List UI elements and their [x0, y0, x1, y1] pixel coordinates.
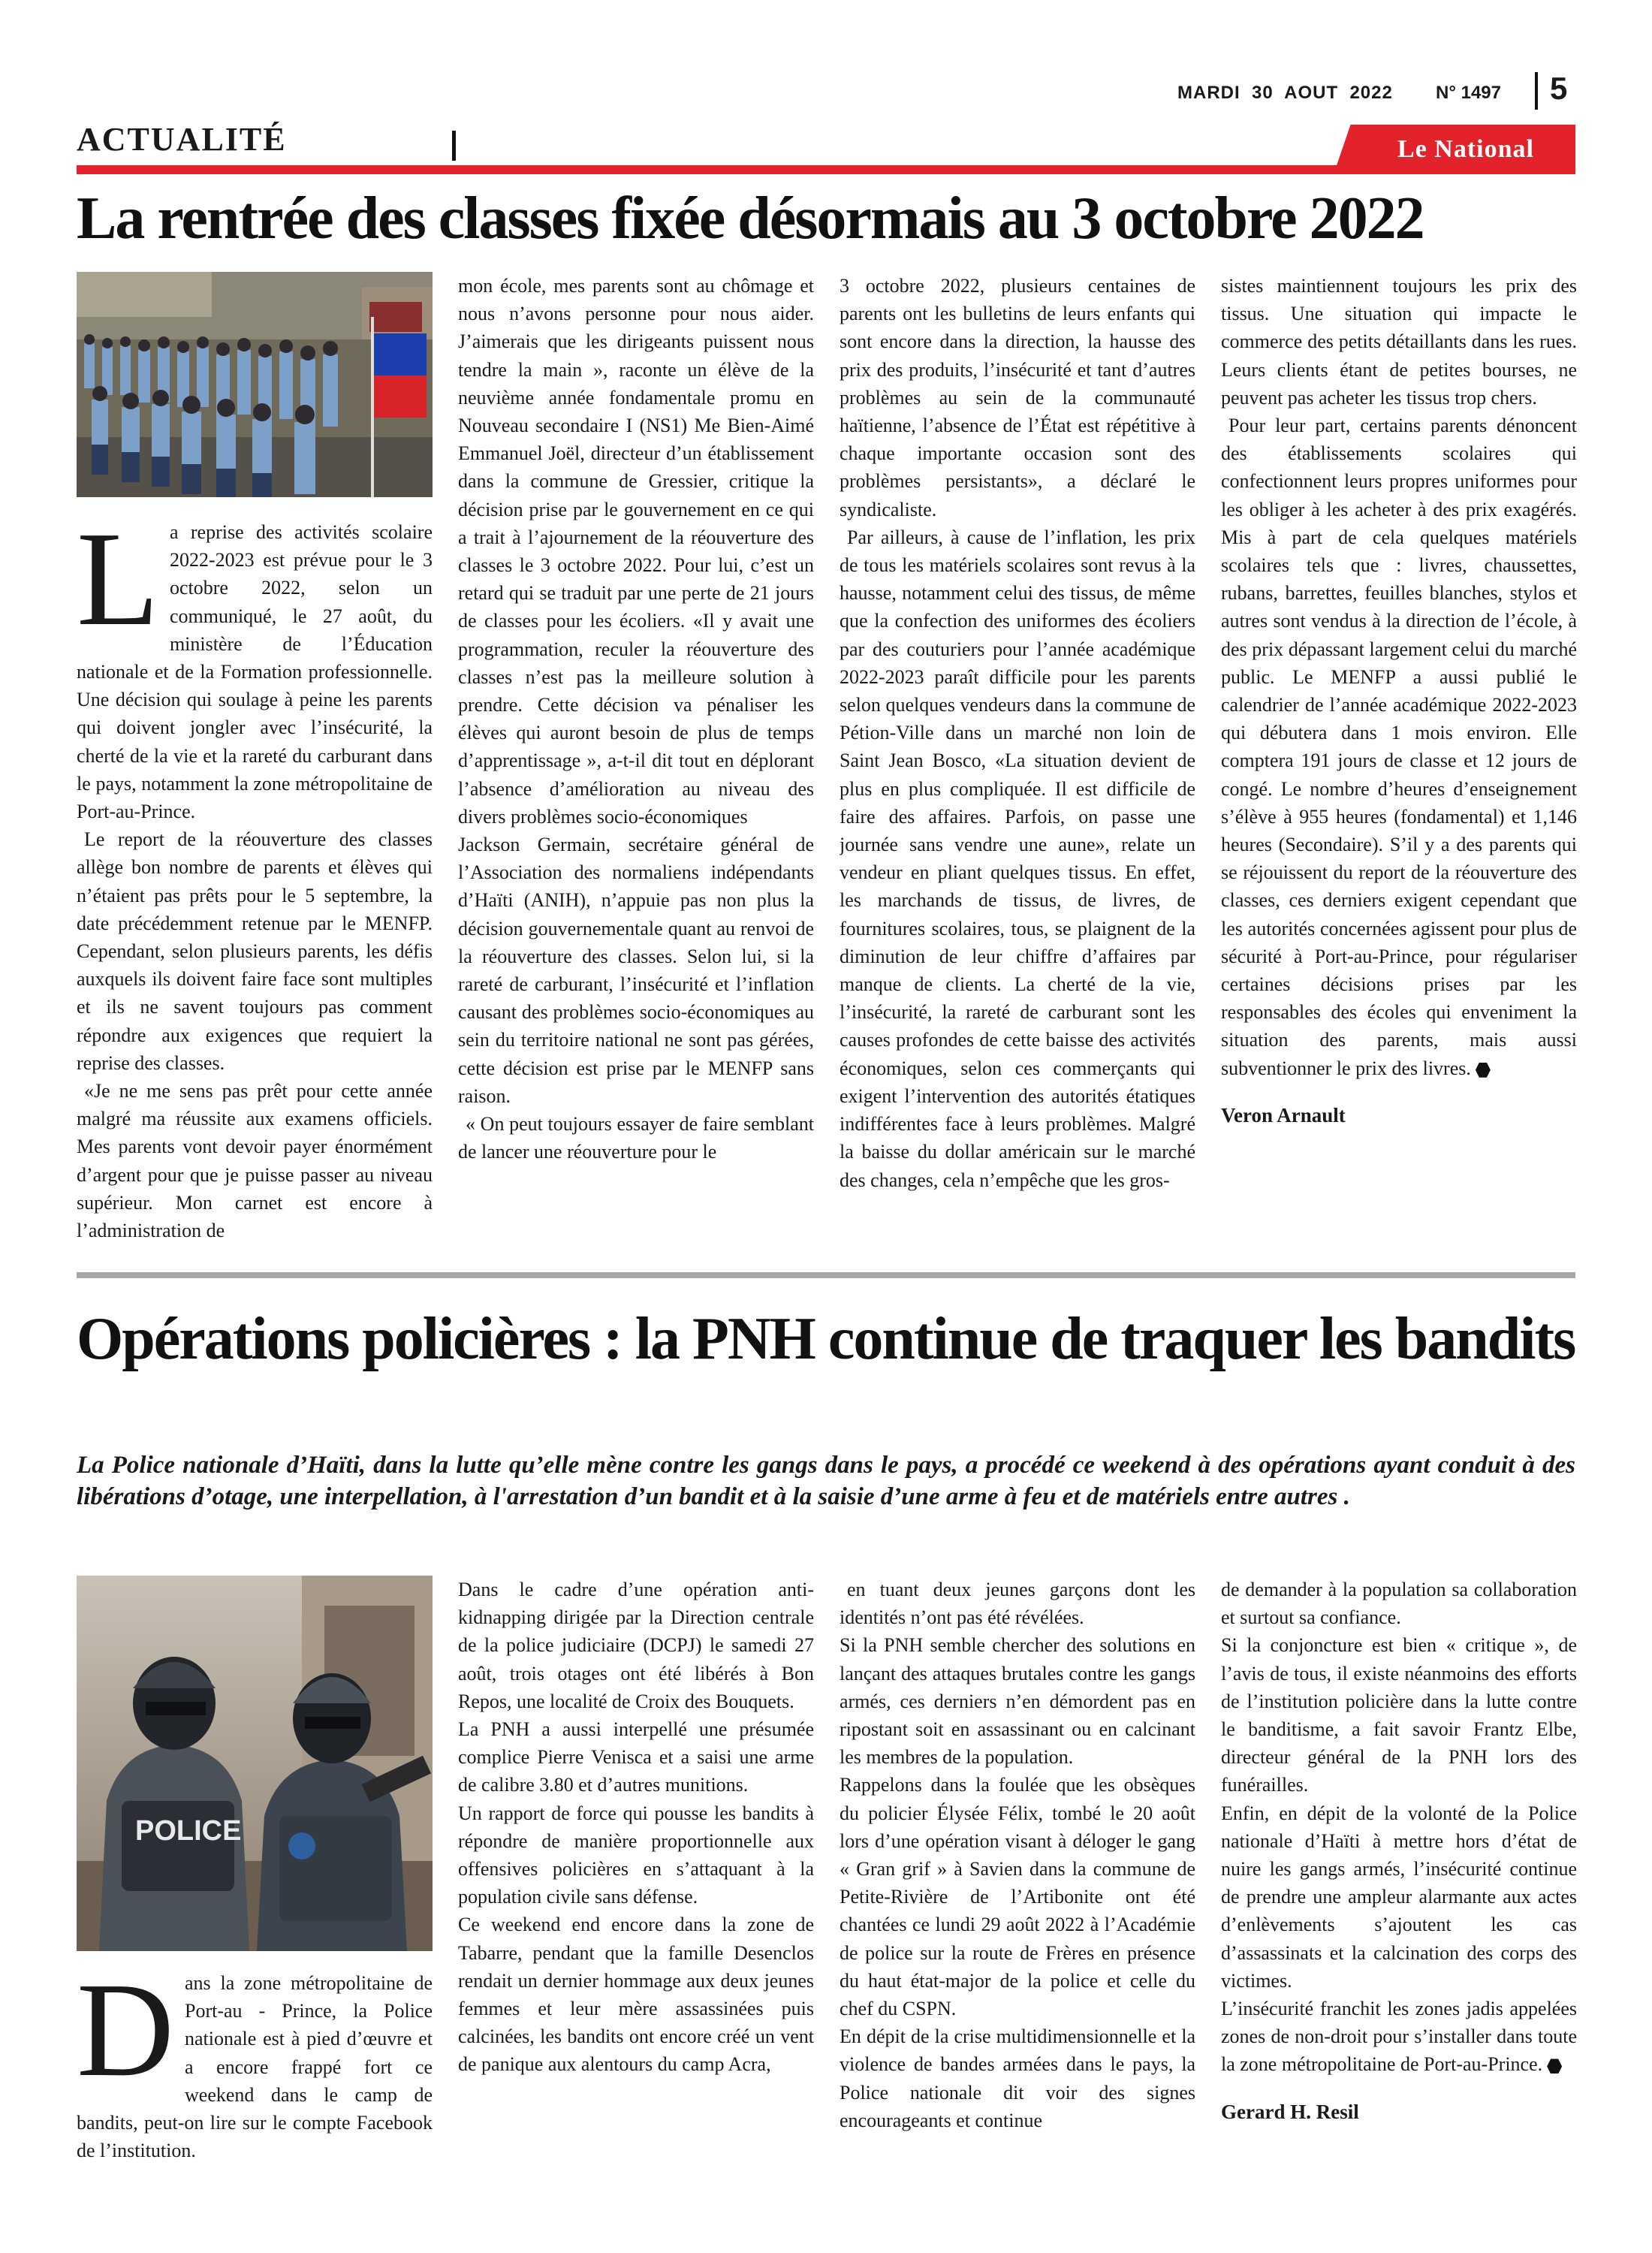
article2-headline: Opérations policières : la PNH continue de traquer les bandits	[77, 1306, 1575, 1372]
article2-column-2	[458, 1576, 814, 2236]
end-mark-icon	[1547, 2058, 1562, 2074]
brand-name: Le National	[1397, 135, 1534, 163]
article1-paragraph: a reprise des activités scolaire 2022-2023 est prévue pour le 3 octobre 2022, selon un communiqué, le 27 août, du ministère de l’Éducation nationale et de la Formation professionnelle. Une décision qui soulage à peine les parents qui doivent jongler avec l’insécurité, la cherté de la vie et la rareté du carburant dans le pays, notamment la zone métropolitaine de Port-au-Prince.	[77, 521, 433, 823]
article2-paragraph: La PNH a aussi interpellé une présumée complice Pierre Venisca et a saisi une arme de calibre 3.80 et d’autres munitions.	[458, 1718, 814, 1796]
article2-paragraph: de demander à la population sa collaboration et surtout sa confiance.	[1221, 1579, 1577, 1629]
article2-paragraph: Enfin, en dépit de la volonté de la Police nationale d’Haïti à mettre hors d’état de nuire les gangs armés, l’insécurité continue de prendre une ampleur alarmante aux actes d’enlèvements s’ajoutent les cas d’assassinats et la calcination des corps des victimes.	[1221, 1802, 1577, 1992]
section-divider	[452, 131, 456, 161]
article2-paragraph: ans la zone métropolitaine de Port-au - Prince, la Police nationale est à pied d’œuvre et a encore frappé fort ce weekend dans le camp de bandits, peut-on lire sur le compte Facebook de l’institution.	[77, 1972, 433, 2162]
issue-number: N° 1497	[1436, 83, 1501, 103]
article1-dropcap: L	[77, 518, 159, 653]
article2-paragraph: en tuant deux jeunes garçons dont les identités n’ont pas été révélées.	[840, 1579, 1195, 1629]
issue-date: MARDI 30 AOUT 2022	[1177, 83, 1393, 103]
article2-dropcap: D	[77, 1969, 174, 2104]
article1-paragraph: « On peut toujours essayer de faire semblant de lancer une réouverture pour le	[458, 1113, 814, 1163]
article2-paragraph: En dépit de la crise multidimensionnelle et la violence de bandes armées dans le pays, la Police nationale dit voir des signes encourageants et continue	[840, 2025, 1195, 2131]
end-mark-icon	[1476, 1063, 1491, 1078]
article2-paragraph-text: L’insécurité franchit les zones jadis appelées zones de non-droit pour s’installer dans toute la zone métropolitaine de Port-au-Prince.	[1221, 1998, 1577, 2076]
article2-paragraph: Rappelons dans la foulée que les obsèques du policier Élysée Félix, tombé le 20 août lors d’une opération visant à déloger le gang « Gran grif » à Savien dans la commune de Petite-Rivière de l’Artibonite ont été chantées ce lundi 29 août 2022 à l’Académie de police sur la route de Frères en présence du haut état-major de la police et celle du chef du CSPN.	[840, 1774, 1195, 2020]
article1-paragraph: «Je ne me sens pas prêt pour cette année malgré ma réussite aux examens officiels. Mes parents vont devoir payer énormément d’argent pour que je puisse passer au niveau supérieur. Mon carnet est encore à l’administration de	[77, 1080, 433, 1242]
article1-paragraph: mon école, mes parents sont au chômage et nous n’avons personne pour nous aider. J’aimerais que les dirigeants puissent nous tendre la main », raconte un élève de la neuvième année fondamentale promu en Nouveau secondaire I (NS1) Me Bien-Aimé Emmanuel Joël, directeur d’un établissement dans la commune de Gressier, critique la décision prise par le gouvernement en ce qui a trait à l’ajournement de la réouverture des classes le 3 octobre 2022. Pour lui, c’est un retard qui se traduit par une perte de 21 jours de classes pour les écoliers. «Il y avait une programmation, reculer la réouverture des classes n’est pas la meilleure solution à prendre. Cette décision va pénaliser les élèves qui auront besoin de plus de temps d’apprentissage », a-t-il dit tout en déplorant l’absence d’amélioration au niveau des divers problèmes socio-économiques	[458, 275, 814, 828]
article2-paragraph	[1221, 1995, 1577, 2079]
article1-paragraph-text: Pour leur part, certains parents dénoncent des établissements scolaires qui confectionnent leurs propres uniformes pour les obliger à les acheter à des prix exagérés. Mis à part de cela quelques matériels scolaires tels que : livres, chaussettes, rubans, barrettes, feuilles blanches, stylos et autres sont vendus à la direction de l’école, à des prix dépassant largement celui du marché public. Le MENFP a aussi publié le calendrier de l’année académique 2022-2023 qui débutera dans 1 mois environ. Elle comptera 191 jours de classe et 12 jours de congé. Le nombre d’heures d’enseignement s’élève à 955 heures (fondamental) et 1,146 heures (Secondaire). S’il y a des parents qui se réjouissent du report de la réouverture des classes, ces derniers exigent cependant que les autorités concernées agissent pour plus de sécurité à Port-au-Prince, pour régulariser certaines décisions prises par les responsables des écoles qui enveniment la situation des parents, mais aussi subventionner le prix des livres.	[1221, 415, 1577, 1079]
article2-column-3	[840, 1576, 1195, 2236]
article2-paragraph: Si la conjoncture est bien « critique », de l’avis de tous, il existe néanmoins des efforts de l’institution policière dans la lutte contre le banditisme, a fait savoir Frantz Elbe, directeur général de la PNH lors des funérailles.	[1221, 1634, 1577, 1796]
article-divider	[77, 1272, 1575, 1278]
article2-column-4	[1221, 1576, 1577, 2236]
article2-paragraph: Dans le cadre d’une opération anti-kidnapping dirigée par la Direction centrale de la police judiciaire (DCPJ) le samedi 27 août, trois otages ont été libérés à Bon Repos, une localité de Croix des Bouquets.	[458, 1579, 814, 1712]
article1-paragraph: Jackson Germain, secrétaire général de l’Association des normaliens indépendants d’Haïti (ANIH), n’appuie pas non plus la décision gouvernementale quant au renvoi de la réouverture des classes. Selon lui, si la rareté de carburant, l’insécurité et l’inflation causant des problèmes socio-économiques au sein du territoire national ne sont pas gérées, cette décision est prise par le MENFP sans raison.	[458, 834, 814, 1107]
article1-column-1	[77, 518, 433, 1269]
article1-headline: La rentrée des classes fixée désormais au 3 octobre 2022	[77, 185, 1424, 252]
police-officers-photo	[77, 1576, 433, 1951]
article1-author: Veron Arnault	[1221, 1103, 1346, 1126]
article2-column-1	[77, 1969, 433, 2194]
article2-author: Gerard H. Resil	[1221, 2100, 1359, 2123]
page-number: 5	[1550, 71, 1568, 106]
article1-paragraph: 3 octobre 2022, plusieurs centaines de parents ont les bulletins de leurs enfants qui sont encore dans la direction, la hausse des prix des produits, l’insécurité et tant d’autres problèmes au sein de la communauté haïtienne, l’absence de l’État est répétitive à chaque importante occasion sont des problèmes persistants», a déclaré le syndicaliste.	[840, 275, 1195, 520]
article1-paragraph: sistes maintiennent toujours les prix des tissus. Une situation qui impacte le commerce des petits détaillants dans les rues. Leurs clients étant de petites bourses, ne peuvent pas acheter les tissus trop chers.	[1221, 275, 1577, 409]
article1-column-3	[840, 272, 1195, 1271]
article1-column-4	[1221, 272, 1577, 1271]
article2-paragraph: Un rapport de force qui pousse les bandits à répondre de manière proportionnelle aux offensives policières en s’attaquant à la population civile sans défense.	[458, 1802, 814, 1908]
article2-lede: La Police nationale d’Haïti, dans la lutte qu’elle mène contre les gangs dans le pays, a procédé ce weekend à des opérations ayant conduit à des libérations d’otage, une interpellation, à l'arrestation d’un bandit et à la saisie d’une arme à feu et de matériels entre autres .	[77, 1452, 1575, 1510]
vest-police-text: POLICE	[135, 1815, 242, 1847]
article1-paragraph: Par ailleurs, à cause de l’inflation, les prix de tous les matériels scolaires sont revus à la hausse, notamment celui des tissus, de même que la confection des uniformes des écoliers par des couturiers pour l’année académique 2022-2023 paraît difficile pour les parents selon quelques vendeurs dans la commune de Pétion-Ville dans un marché non loin de Saint Jean Bosco, «La situation devient de plus en plus compliquée. Il est difficile de faire des affaires. Parfois, on passe une journée sans vendre une aune», relate un vendeur en pliant quelques tissus. En effet, les marchands de tissus, de livres, de fournitures scolaires, tous, se plaignent de la diminution de leur chiffre d’affaires par manque de clients. La cherté de la vie, l’insécurité, la rareté de carburant sont les causes profondes de cette baisse des activités économiques, selon ces commerçants qui exigent l’intervention des autorités étatiques indifférentes face à leurs problèmes. Malgré la baisse du dollar américain sur le marché des changes, cela n’empêche que les gros-	[840, 526, 1195, 1191]
article2-paragraph: Ce weekend end encore dans la zone de Tabarre, pendant que la famille Desenclos rendait un dernier hommage aux deux jeunes femmes et leur mère assassinées puis calcinées, les bandits ont encore créé un vent de panique aux alentours du camp Acra,	[458, 1914, 814, 2076]
section-label: ACTUALITÉ	[77, 121, 287, 158]
students-assembly-photo	[77, 272, 433, 497]
article1-paragraph	[1221, 412, 1577, 1082]
article2-paragraph: Si la PNH semble chercher des solutions en lançant des attaques brutales contre les gangs armés, ces derniers n’en démordent pas en ripostant soit en assassinant ou en calcinant les membres de la population.	[840, 1634, 1195, 1769]
article1-column-2	[458, 272, 814, 1271]
article1-paragraph: Le report de la réouverture des classes allège bon nombre de parents et élèves qui n’étaient pas prêts pour le 5 septembre, la date précédemment retenue par le MENFP. Cependant, selon plusieurs parents, les défis auxquels ils doivent faire face sont multiples et ils ne savent toujours pas comment répondre aux exigences que requiert la reprise des classes.	[77, 828, 433, 1074]
header-divider	[1535, 72, 1538, 110]
